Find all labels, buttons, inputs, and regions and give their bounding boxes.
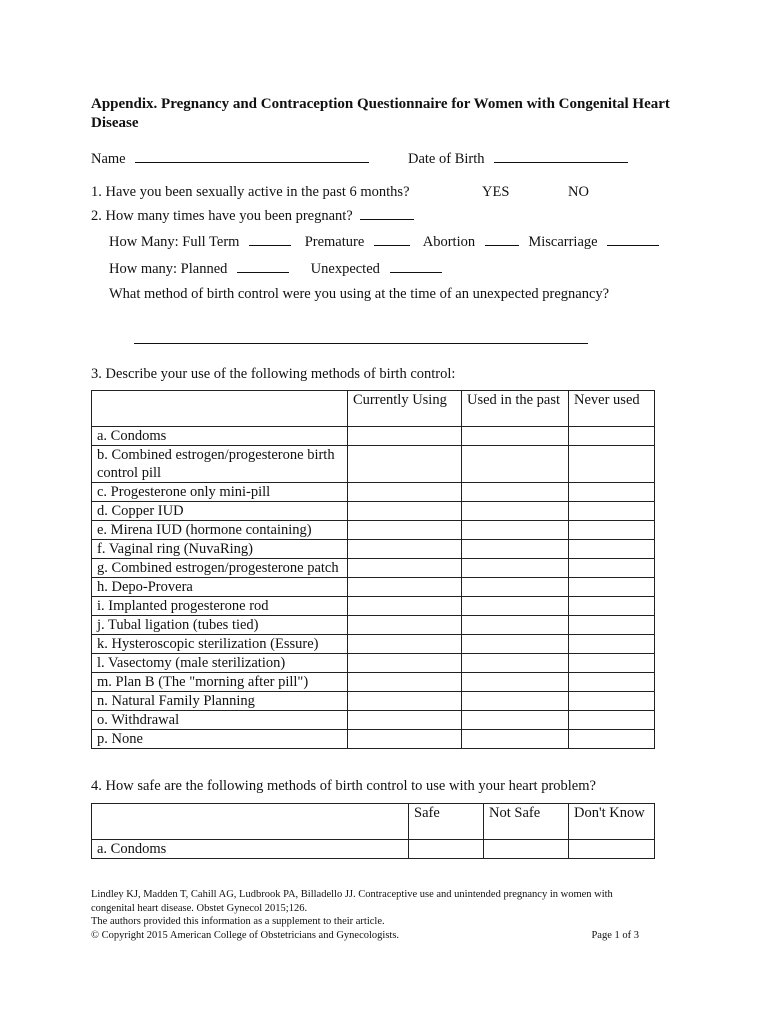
table-row <box>92 540 655 559</box>
used-in-past-cell[interactable] <box>462 635 569 654</box>
method-label: f. Vaginal ring (NuvaRing) <box>92 540 348 559</box>
currently-using-cell[interactable] <box>348 635 462 654</box>
dob-input-line[interactable] <box>494 148 628 163</box>
method-label: a. Condoms <box>92 427 348 446</box>
planned-label: How many: Planned <box>109 261 228 277</box>
header-not-safe: Not Safe <box>484 804 569 840</box>
currently-using-cell[interactable] <box>348 616 462 635</box>
table-row <box>92 730 655 749</box>
never-used-cell[interactable] <box>569 559 655 578</box>
used-in-past-cell[interactable] <box>462 446 569 483</box>
question-1: 1. Have you been sexually active in the past 6 months? <box>91 184 410 200</box>
never-used-cell[interactable] <box>569 730 655 749</box>
table-row <box>92 446 655 483</box>
footer <box>91 888 651 942</box>
never-used-cell[interactable] <box>569 540 655 559</box>
birth-control-safety-table <box>91 803 655 859</box>
never-used-cell[interactable] <box>569 597 655 616</box>
never-used-cell[interactable] <box>569 692 655 711</box>
used-in-past-cell[interactable] <box>462 578 569 597</box>
currently-using-cell[interactable] <box>348 483 462 502</box>
table-row <box>92 502 655 521</box>
name-label: Name <box>91 151 126 167</box>
name-field <box>91 148 369 168</box>
used-in-past-cell[interactable] <box>462 597 569 616</box>
question-3: 3. Describe your use of the following methods of birth control: <box>91 366 456 382</box>
never-used-cell[interactable] <box>569 521 655 540</box>
used-in-past-cell[interactable] <box>462 502 569 521</box>
used-in-past-cell[interactable] <box>462 616 569 635</box>
never-used-cell[interactable] <box>569 446 655 483</box>
used-in-past-cell[interactable] <box>462 521 569 540</box>
pregnancy-outcomes-row <box>109 231 659 251</box>
dob-field <box>408 148 628 168</box>
header-method <box>92 391 348 427</box>
method-label: b. Combined estrogen/progesterone birth control pill <box>92 446 348 483</box>
method-question: What method of birth control were you using at the time of an unexpected pregnancy? <box>109 286 610 302</box>
currently-using-cell[interactable] <box>348 521 462 540</box>
currently-using-cell[interactable] <box>348 692 462 711</box>
abortion-label: Abortion <box>422 234 476 250</box>
table-header-row <box>92 391 655 427</box>
never-used-cell[interactable] <box>569 502 655 521</box>
method-label: j. Tubal ligation (tubes tied) <box>92 616 348 635</box>
table-row <box>92 521 655 540</box>
never-used-cell[interactable] <box>569 616 655 635</box>
currently-using-cell[interactable] <box>348 673 462 692</box>
never-used-cell[interactable] <box>569 711 655 730</box>
table-row <box>92 483 655 502</box>
never-used-cell[interactable] <box>569 635 655 654</box>
supplement-note: The authors provided this information as a supplement to their article. <box>91 916 385 927</box>
copyright: © Copyright 2015 American College of Obstetricians and Gynecologists. <box>91 929 400 941</box>
method-label: c. Progesterone only mini-pill <box>92 483 348 502</box>
method-label: p. None <box>92 730 348 749</box>
never-used-cell[interactable] <box>569 673 655 692</box>
premature-line[interactable] <box>374 231 410 246</box>
header-dont-know: Don't Know <box>569 804 655 840</box>
used-in-past-cell[interactable] <box>462 673 569 692</box>
safe-cell[interactable] <box>409 840 484 859</box>
currently-using-cell[interactable] <box>348 654 462 673</box>
never-used-cell[interactable] <box>569 578 655 597</box>
header-currently-using: Currently Using <box>348 391 462 427</box>
q1-no-option[interactable]: NO <box>568 184 589 200</box>
question-4: 4. How safe are the following methods of birth control to use with your heart problem? <box>91 778 596 794</box>
pregnancy-count-line[interactable] <box>360 205 414 220</box>
method-label: m. Plan B (The "morning after pill") <box>92 673 348 692</box>
miscarriage-line[interactable] <box>607 231 659 246</box>
table-row <box>92 840 655 859</box>
header-safe: Safe <box>409 804 484 840</box>
used-in-past-cell[interactable] <box>462 711 569 730</box>
miscarriage-label: Miscarriage <box>528 234 598 250</box>
table-row <box>92 616 655 635</box>
table-row <box>92 635 655 654</box>
method-label: n. Natural Family Planning <box>92 692 348 711</box>
header-never-used: Never used <box>569 391 655 427</box>
table-header-row <box>92 804 655 840</box>
used-in-past-cell[interactable] <box>462 730 569 749</box>
header-used-in-past: Used in the past <box>462 391 569 427</box>
birth-control-use-table <box>91 390 655 749</box>
never-used-cell[interactable] <box>569 654 655 673</box>
used-in-past-cell[interactable] <box>462 654 569 673</box>
table-row <box>92 597 655 616</box>
currently-using-cell[interactable] <box>348 427 462 446</box>
currently-using-cell[interactable] <box>348 559 462 578</box>
pregnancy-planning-row <box>109 258 442 278</box>
name-input-line[interactable] <box>135 148 369 163</box>
table-row <box>92 711 655 730</box>
premature-label: Premature <box>304 234 365 250</box>
method-label: i. Implanted progesterone rod <box>92 597 348 616</box>
currently-using-cell[interactable] <box>348 578 462 597</box>
method-label: h. Depo-Provera <box>92 578 348 597</box>
never-used-cell[interactable] <box>569 483 655 502</box>
used-in-past-cell[interactable] <box>462 692 569 711</box>
used-in-past-cell[interactable] <box>462 559 569 578</box>
method-label: a. Condoms <box>92 840 409 859</box>
q1-yes-option[interactable]: YES <box>482 184 510 200</box>
method-label: l. Vasectomy (male sterilization) <box>92 654 348 673</box>
citation: Lindley KJ, Madden T, Cahill AG, Ludbrook PA, Billadello JJ. Contraceptive use and unintended pregnancy in women with congenital heart disease. Obstet Gynecol 2015;126. <box>91 889 613 914</box>
planned-line[interactable] <box>237 258 289 273</box>
method-label: g. Combined estrogen/progesterone patch <box>92 559 348 578</box>
table-row <box>92 427 655 446</box>
table-row <box>92 578 655 597</box>
table-row <box>92 692 655 711</box>
dob-label: Date of Birth <box>408 151 485 167</box>
never-used-cell[interactable] <box>569 427 655 446</box>
table-row <box>92 654 655 673</box>
header-method <box>92 804 409 840</box>
page-title: Appendix. Pregnancy and Contraception Questionnaire for Women with Congenital Heart Disease <box>91 96 670 131</box>
method-label: e. Mirena IUD (hormone containing) <box>92 521 348 540</box>
currently-using-cell[interactable] <box>348 730 462 749</box>
used-in-past-cell[interactable] <box>462 540 569 559</box>
currently-using-cell[interactable] <box>348 597 462 616</box>
method-label: k. Hysteroscopic sterilization (Essure) <box>92 635 348 654</box>
unexpected-line[interactable] <box>390 258 442 273</box>
table-row <box>92 559 655 578</box>
question-2-text: 2. How many times have you been pregnant? <box>91 208 353 224</box>
question-2 <box>91 205 414 225</box>
currently-using-cell[interactable] <box>348 446 462 483</box>
dont-know-cell[interactable] <box>569 840 655 859</box>
method-label: o. Withdrawal <box>92 711 348 730</box>
not-safe-cell[interactable] <box>484 840 569 859</box>
page-number: Page 1 of 3 <box>591 930 639 941</box>
used-in-past-cell[interactable] <box>462 483 569 502</box>
currently-using-cell[interactable] <box>348 711 462 730</box>
method-answer-line[interactable] <box>134 329 588 344</box>
used-in-past-cell[interactable] <box>462 427 569 446</box>
unexpected-label: Unexpected <box>310 261 380 277</box>
method-label: d. Copper IUD <box>92 502 348 521</box>
abortion-line[interactable] <box>485 231 519 246</box>
full-term-line[interactable] <box>249 231 291 246</box>
full-term-label: How Many: Full Term <box>109 234 240 250</box>
currently-using-cell[interactable] <box>348 502 462 521</box>
table-row <box>92 673 655 692</box>
currently-using-cell[interactable] <box>348 540 462 559</box>
